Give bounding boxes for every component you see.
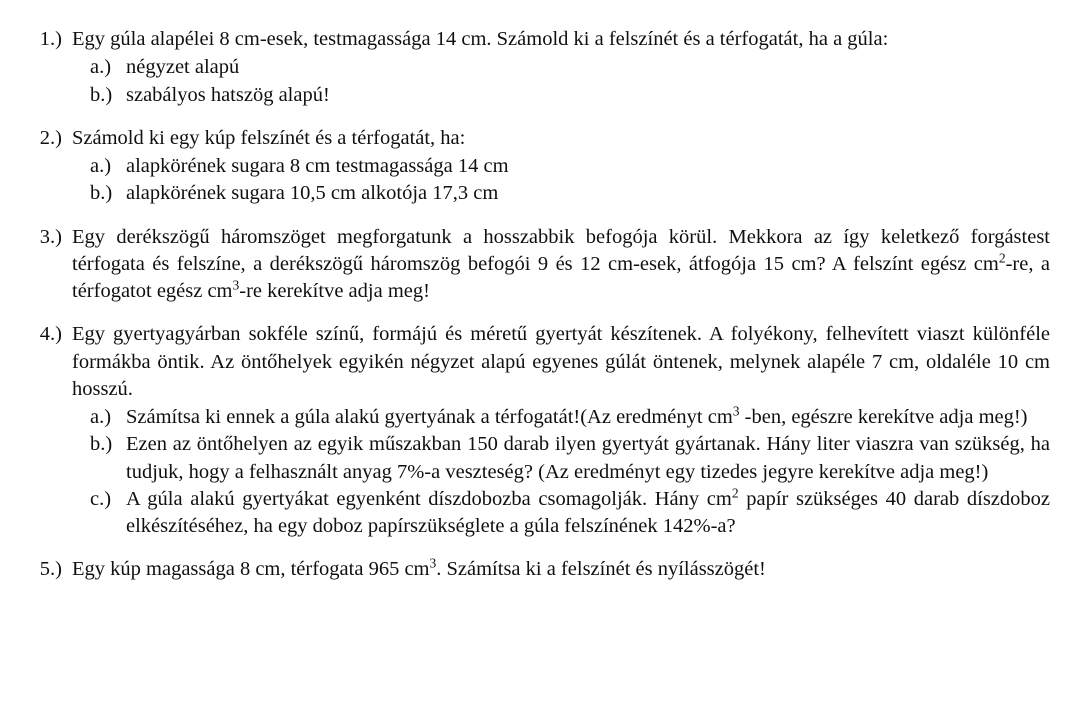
- subitem-text: Számítsa ki ennek a gúla alakú gyertyának a térfogatát!(Az eredményt $cm^3$ -ben, egészre kerekítve adja meg!): [126, 403, 1028, 428]
- subitem-label: a.): [90, 56, 112, 79]
- problem-list: [22, 26, 1050, 584]
- problem-item: [22, 556, 1050, 583]
- subitem-label: a.): [90, 155, 112, 177]
- exponent: 3: [232, 277, 240, 293]
- subitem-text: A gúla alakú gyertyákat egyenként díszdobozba csomagolják. Hány $cm^2$ papír szükséges 40 darab díszdoboz elkészítéséhez, ha egy doboz papírszükséglete a gúla felszínének 142%-a?: [126, 485, 1050, 537]
- problem-body: [72, 556, 1050, 583]
- problem-statement: Egy gyertyagyárban sokféle színű, formájú és méretű gyertyát készítenek. A folyékony, felhevített viaszt különféle formákba öntik. Az öntőhelyek egyikén négyzet alapú egyenes gúlát öntenek, melynek alapéle 7 cm, oldaléle 10 cm hosszú.: [72, 323, 1050, 400]
- subitem-label: b.): [90, 182, 113, 205]
- problem-body: [72, 321, 1050, 540]
- subitem: [72, 54, 1050, 81]
- problem-item: [22, 125, 1050, 208]
- problem-item: [22, 321, 1050, 540]
- problem-statement: Egy kúp magassága 8 cm, térfogata 965 $cm^3$. Számítsa ki a felszínét és nyílásszögét!: [72, 555, 766, 581]
- exponent: 2: [731, 485, 739, 501]
- problem-number: 2.): [39, 126, 62, 149]
- subitem: [72, 431, 1050, 486]
- subitem-label: b.): [90, 433, 113, 456]
- problem-body: [72, 125, 1050, 208]
- subitem: [72, 486, 1050, 541]
- subitem: [72, 82, 1050, 109]
- subitem-label: c.): [90, 487, 112, 510]
- exponent: 3: [732, 403, 740, 419]
- exponent: 3: [429, 555, 437, 571]
- exponent: 2: [998, 250, 1006, 266]
- problem-number: 3.): [39, 225, 62, 248]
- subitem-list: [72, 404, 1050, 540]
- problem-item: [22, 224, 1050, 306]
- subitem-text: alapkörének sugara 10,5 cm alkotója 17,3 cm: [126, 182, 499, 205]
- problem-body: [72, 26, 1050, 109]
- problem-number: 1.): [39, 28, 62, 50]
- problem-number: 4.): [39, 323, 62, 346]
- subitem-label: a.): [90, 406, 112, 428]
- problem-statement: Egy gúla alapélei 8 cm-esek, testmagassága 14 cm. Számold ki a felszínét és a térfogatát, ha a gúla:: [72, 28, 889, 50]
- subitem: [72, 404, 1050, 431]
- subitem-list: [72, 153, 1050, 208]
- subitem-text: alapkörének sugara 8 cm testmagassága 14 cm: [126, 155, 509, 177]
- problem-statement: Egy derékszögű háromszöget megforgatunk a hosszabbik befogója körül. Mekkora az így keletkező forgástest térfogata és felszíne, a derékszögű háromszög befogói 9 és 12 cm-esek, átfogója 15 cm? A felszínt egész $cm^2-re$, a térfogatot egész $cm^3-re$ kerekítve adja meg!: [72, 225, 1050, 302]
- subitem: [72, 153, 1050, 180]
- subitem-text: Ezen az öntőhelyen az egyik műszakban 150 darab ilyen gyertyát gyártanak. Hány liter viaszra van szükség, ha tudjuk, hogy a felhasznált anyag 7%-a veszteség? (Az eredményt egy tizedes jegyre kerekítve adja meg!): [126, 433, 1050, 483]
- subitem: [72, 180, 1050, 207]
- subitem-text: szabályos hatszög alapú!: [126, 83, 330, 106]
- problem-number: 5.): [39, 558, 62, 581]
- problem-item: [22, 26, 1050, 109]
- subitem-label: b.): [90, 83, 113, 106]
- problem-body: [72, 224, 1050, 306]
- problem-statement: Számold ki egy kúp felszínét és a térfogatát, ha:: [72, 126, 466, 149]
- subitem-list: [72, 54, 1050, 109]
- subitem-text: négyzet alapú: [126, 56, 240, 79]
